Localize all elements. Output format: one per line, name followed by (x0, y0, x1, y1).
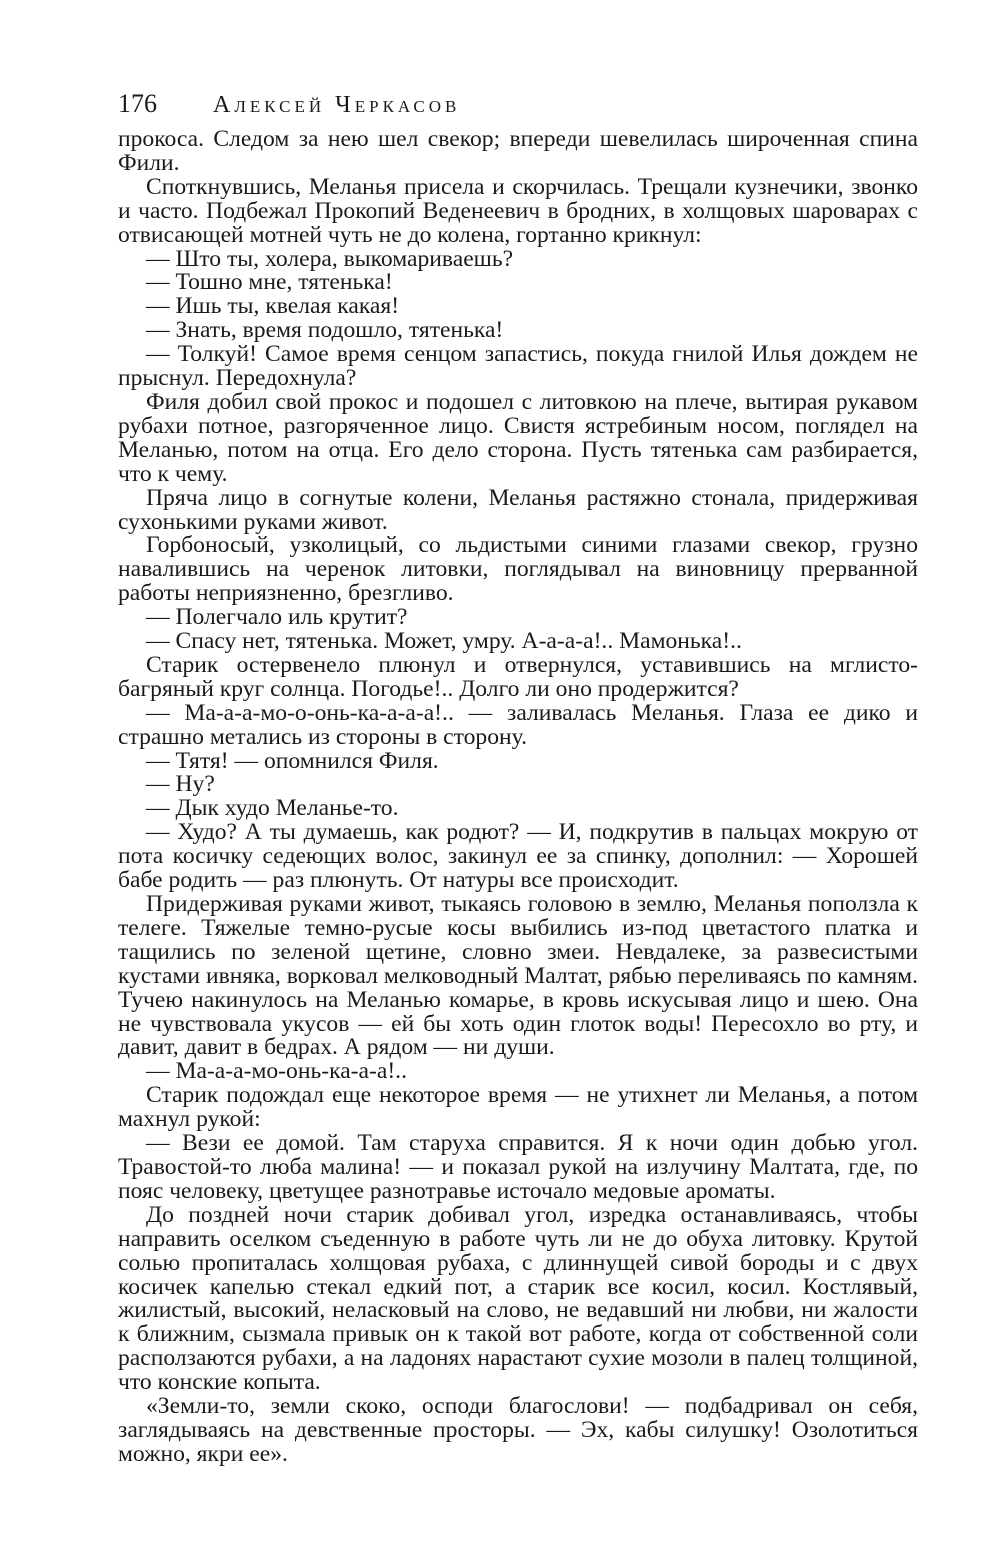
dialogue-line: — Тятя! — опомнился Филя. (146, 747, 439, 774)
dialogue-line: — Спасу нет, тятенька. Может, умру. А-а-а-а!.. Мамонька!.. (146, 628, 742, 655)
paragraph: Старик подождал еще некоторое время — не утихнет ли Меланья, а потом махнул рукой: (118, 1082, 918, 1133)
book-page (118, 80, 918, 1467)
paragraph: Старик остервенело плюнул и отвернулся, уставившись на мглисто-багряный круг солнца. Погодье!.. Долго ли оно продержится? (118, 651, 918, 702)
dialogue-line: — Ну? (146, 771, 215, 798)
dialogue-line: — Ишь ты, квелая какая! (146, 293, 400, 320)
running-title: Алексей Черкасов (213, 92, 461, 118)
dialogue-line: — Вези ее домой. Там старуха справится. Я к ночи один добью угол. Травостой-то люба малина! — и показал рукой на излучину Малтата, где, по пояс человеку, цветущее разнотравье источало медовые ароматы. (118, 1130, 918, 1204)
paragraph: прокоса. Следом за нею шел свекор; впереди шевелилась широченная спина Фили. (118, 126, 918, 176)
paragraph: До поздней ночи старик добивал угол, изредка останавливаясь, чтобы направить оселком съеденную в работе чуть ли не до обуха литовку. Крутой солью пропиталась холщовая рубаха, с длиннущей сивой бороды и с двух косичек капелью стекал едкий пот, а старик все косил, косил. Костлявый, жилистый, высокий, неласковый на слово, не ведавший ни любви, ни жалости к ближним, сызмала привык он к такой вот работе, когда от собственной соли расползаются рубахи, а на ладонях нарастают сухие мозоли в палец толщиной, что конские копыта. (118, 1201, 918, 1396)
paragraph: «Земли-то, земли скоко, осподи благослови! — подбадривал он себя, заглядываясь на девственные просторы. — Эх, кабы силушку! Озолотиться можно, якри ее». (118, 1393, 918, 1467)
body-text (118, 128, 918, 1467)
dialogue-line: — Што ты, холера, выкомариваешь? (146, 245, 514, 272)
dialogue-line: — Тошно мне, тятенька! (146, 269, 393, 296)
paragraph: Филя добил свой прокос и подошел с литовкою на плече, вытирая рукавом рубахи потное, разгоряченное лицо. Свистя ястребиным носом, поглядел на Меланью, потом на отца. Его дело сторона. Пусть тятенька сам разбирается, что к чему. (118, 388, 918, 487)
paragraph: Споткнувшись, Меланья присела и скорчилась. Трещали кузнечики, звонко и часто. Подбежал Прокопий Веденеевич в бродних, в холщовых шароварах с отвисающей мотней чуть не до колена, гортанно крикнул: (118, 173, 918, 248)
dialogue-line: — Худо? А ты думаешь, как родют? — И, подкрутив в пальцах мокрую от пота косичку седеющих волос, закинул ее за спинку, дополнил: — Хорошей бабе родить — раз плюнуть. От натуры все происходит. (118, 819, 918, 894)
paragraph: Пряча лицо в согнутые колени, Меланья растяжно стонала, придерживая сухонькими руками живот. (118, 484, 918, 535)
dialogue-line: — Ма-а-а-мо-онь-ка-а-а!.. (146, 1058, 407, 1085)
dialogue-line: — Полегчало иль крутит? (146, 604, 408, 631)
dialogue-line: — Знать, время подошло, тятенька! (146, 317, 504, 344)
paragraph: Придерживая руками живот, тыкаясь головою в землю, Меланья поползла к телеге. Тяжелые темно-русые косы выбились из-под цветастого платка и тащились по зеленой щетине, словно змеи. Невдалеке, за развесистыми кустами ивняка, воркoвал мелководный Малтат, рябью переливаясь по камням. Тучею накинулось на Меланью комарье, в кровь искусывая лицо и шею. Она не чувствовала укусов — ей бы хоть один глоток воды! Пересохло во рту, и давит, давит в бедрах. А рядом — ни души. (118, 891, 918, 1061)
dialogue-line: — Дык худо Меланье-то. (146, 795, 399, 822)
page-number: 176 (118, 89, 157, 118)
paragraph: Горбоносый, узколицый, со льдистыми синими глазами свекор, грузно навалившись на черенок литовки, поглядывал на виновницу прерванной работы неприязненно, брезгливо. (118, 532, 918, 607)
dialogue-line: — Толкуй! Самое время сенцом запастись, покуда гнилой Илья дождем не прыснул. Передохнула? (118, 341, 918, 392)
running-head (118, 80, 918, 128)
dialogue-line: — Ма-а-а-мо-о-онь-ка-а-а-а!.. — заливалась Меланья. Глаза ее дико и страшно метались из стороны в сторону. (118, 699, 918, 750)
